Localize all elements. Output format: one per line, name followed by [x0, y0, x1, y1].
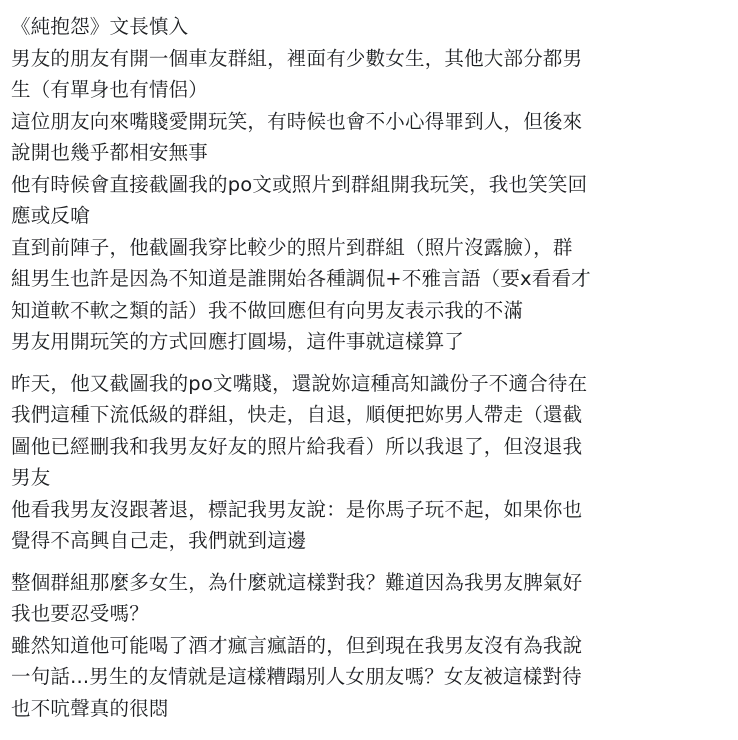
text-line: 覺得不高興自己走，我們就到這邊	[11, 529, 307, 552]
paragraph-3	[11, 567, 731, 725]
text-line: 直到前陣子，他截圖我穿比較少的照片到群組（照片沒露臉），群	[11, 235, 573, 259]
text-line: 雖然知道他可能喝了酒才瘋言瘋語的，但到現在我男友沒有為我說	[11, 633, 583, 657]
text-line: 我們這種下流低級的群組，快走，自退，順便把妳男人帶走（還截	[11, 403, 583, 426]
text-line: 他有時候會直接截圖我的po文或照片到群組開我玩笑，我也笑笑回	[11, 172, 588, 196]
text-line: 我也要忍受嗎？	[11, 602, 149, 625]
text-line: 昨天，他又截圖我的po文嘴賤，還說妳這種高知識份子不適合待在	[11, 371, 588, 395]
text-line: 男友用開玩笑的方式回應打圓場，這件事就這樣算了	[11, 330, 465, 353]
paragraph-2	[11, 368, 731, 557]
text-line: 他看我男友沒跟著退，標記我男友說：是你馬子玩不起，如果你也	[11, 497, 583, 521]
text-line: 應或反嗆	[11, 204, 90, 227]
text-line: 《純抱怨》文長慎入	[11, 15, 189, 38]
text-line: 知道軟不軟之類的話）我不做回應但有向男友表示我的不滿	[11, 298, 524, 322]
text-line: 組男生也許是因為不知道是誰開始各種調侃+不雅言語（要x看看才	[11, 267, 591, 290]
text-line: 也不吭聲真的很悶	[11, 696, 169, 720]
paragraph-1	[11, 11, 731, 358]
text-line: 男友的朋友有開一個車友群組，裡面有少數女生，其他大部分都男	[11, 46, 583, 70]
text-line: 一句話...男生的友情就是這樣糟蹋別人女朋友嗎？女友被這樣對待	[11, 665, 582, 688]
text-line: 男友	[11, 466, 51, 489]
text-line: 圖他已經刪我和我男友好友的照片給我看）所以我退了，但沒退我	[11, 434, 583, 458]
clipped-previous-line	[40, 0, 160, 4]
text-line: 這位朋友向來嘴賤愛開玩笑，有時候也會不小心得罪到人，但後來	[11, 109, 583, 133]
text-line: 整個群組那麼多女生，為什麼就這樣對我？難道因為我男友脾氣好	[11, 570, 583, 594]
text-line: 生（有單身也有情侶）	[11, 78, 209, 101]
text-line: 說開也幾乎都相安無事	[11, 141, 209, 164]
post-body	[11, 11, 731, 724]
